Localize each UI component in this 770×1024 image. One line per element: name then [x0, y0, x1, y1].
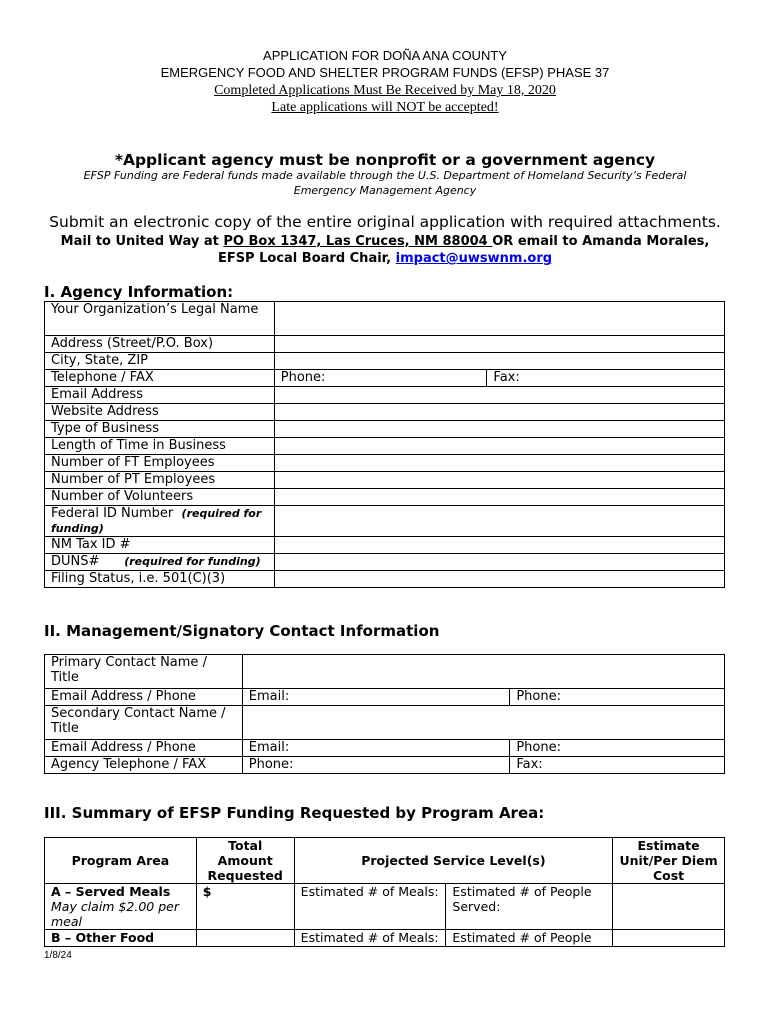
- email-field[interactable]: [274, 387, 724, 404]
- row-label: Number of FT Employees: [45, 455, 275, 472]
- city-state-zip-field[interactable]: [274, 353, 724, 370]
- federal-id-field[interactable]: [274, 506, 724, 537]
- row-label: NM Tax ID #: [45, 537, 275, 554]
- duns-field[interactable]: [274, 554, 724, 571]
- table-row: [45, 506, 725, 537]
- agency-fax-field[interactable]: Fax:: [510, 757, 725, 774]
- footer-date: 1/8/24: [44, 950, 72, 961]
- secondary-email-field[interactable]: Email:: [242, 740, 510, 757]
- fax-field[interactable]: Fax:: [487, 370, 725, 387]
- meals-field[interactable]: Estimated # of Meals:: [294, 930, 446, 947]
- row-label: [45, 506, 275, 537]
- table-row: [45, 554, 725, 571]
- table-row: [45, 404, 725, 421]
- row-label: Telephone / FAX: [45, 370, 275, 387]
- table-row: [45, 370, 725, 387]
- legal-name-field[interactable]: [274, 302, 724, 336]
- mail-prefix: Mail to United Way at: [60, 234, 224, 249]
- section-1-title: I. Agency Information:: [44, 283, 234, 301]
- funding-summary-table: [44, 837, 725, 947]
- row-label: Address (Street/P.O. Box): [45, 336, 275, 353]
- nm-tax-id-field[interactable]: [274, 537, 724, 554]
- mail-middle: OR email to Amanda Morales, EFSP Local Board Chair,: [217, 234, 710, 266]
- row-label: Email Address / Phone: [45, 740, 243, 757]
- filing-status-field[interactable]: [274, 571, 724, 588]
- time-in-business-field[interactable]: [274, 438, 724, 455]
- mail-address: PO Box 1347, Las Cruces, NM 88004: [223, 234, 493, 249]
- header-estimate-unit: Estimate Unit/Per Diem Cost: [613, 838, 725, 884]
- people-field[interactable]: Estimated # of People: [446, 930, 613, 947]
- table-row: [45, 353, 725, 370]
- section-3-title: III. Summary of EFSP Funding Requested by Program Area:: [44, 804, 545, 822]
- unit-cost-field[interactable]: [613, 884, 725, 930]
- amount-field[interactable]: $: [196, 884, 294, 930]
- deadline-line: Completed Applications Must Be Received by May 18, 2020: [214, 83, 556, 98]
- amount-field[interactable]: [196, 930, 294, 947]
- table-row: [45, 537, 725, 554]
- phone-field[interactable]: Phone:: [274, 370, 487, 387]
- program-area-name: B – Other Food: [51, 930, 155, 945]
- ft-employees-field[interactable]: [274, 455, 724, 472]
- table-row: [45, 655, 725, 689]
- table-row: [45, 689, 725, 706]
- row-label: Number of Volunteers: [45, 489, 275, 506]
- row-label: Secondary Contact Name / Title: [45, 706, 243, 740]
- row-label: Your Organization’s Legal Name: [45, 302, 275, 336]
- funding-note: EFSP Funding are Federal funds made available through the U.S. Department of Homeland Security’s Federal Emergency Management Agency: [83, 169, 687, 197]
- federal-id-label: Federal ID Number: [51, 506, 174, 521]
- submit-instruction: Submit an electronic copy of the entire original application with required attachments.: [49, 213, 721, 231]
- table-row: [45, 438, 725, 455]
- table-row: [45, 740, 725, 757]
- table-row: [45, 387, 725, 404]
- table-row: [45, 571, 725, 588]
- section-2-title: II. Management/Signatory Contact Information: [44, 622, 440, 640]
- table-row: [45, 455, 725, 472]
- required-note: (required for funding): [124, 555, 261, 568]
- row-label: Website Address: [45, 404, 275, 421]
- row-label: Number of PT Employees: [45, 472, 275, 489]
- program-area-note: May claim $2.00 per meal: [51, 899, 179, 929]
- table-row: [45, 336, 725, 353]
- late-warning-line: Late applications will NOT be accepted!: [271, 100, 499, 115]
- table-row: [45, 489, 725, 506]
- primary-phone-field[interactable]: Phone:: [510, 689, 725, 706]
- required-note: (required for funding): [51, 507, 262, 535]
- address-field[interactable]: [274, 336, 724, 353]
- header-service-level: Projected Service Level(s): [294, 838, 612, 884]
- agency-info-table: [44, 301, 725, 588]
- row-label: Email Address / Phone: [45, 689, 243, 706]
- header-title-line2: EMERGENCY FOOD AND SHELTER PROGRAM FUNDS (EFSP) PHASE 37: [160, 65, 610, 80]
- meals-field[interactable]: Estimated # of Meals:: [294, 884, 446, 930]
- secondary-contact-field[interactable]: [242, 706, 724, 740]
- table-row: [45, 421, 725, 438]
- row-label: [45, 554, 275, 571]
- agency-phone-field[interactable]: Phone:: [242, 757, 510, 774]
- program-area-cell: [45, 884, 197, 930]
- table-row: [45, 472, 725, 489]
- row-label: Email Address: [45, 387, 275, 404]
- row-label: Filing Status, i.e. 501(C)(3): [45, 571, 275, 588]
- table-row: [45, 930, 725, 947]
- program-area-name: A – Served Meals: [51, 884, 171, 899]
- table-row: [45, 884, 725, 930]
- email-link[interactable]: impact@uwswnm.org: [395, 251, 553, 266]
- eligibility-notice: *Applicant agency must be nonprofit or a government agency: [114, 151, 656, 169]
- primary-contact-field[interactable]: [242, 655, 724, 689]
- website-field[interactable]: [274, 404, 724, 421]
- row-label: Type of Business: [45, 421, 275, 438]
- secondary-phone-field[interactable]: Phone:: [510, 740, 725, 757]
- business-type-field[interactable]: [274, 421, 724, 438]
- people-field[interactable]: Estimated # of People Served:: [446, 884, 613, 930]
- duns-label: DUNS#: [51, 554, 100, 569]
- table-row: [45, 757, 725, 774]
- header-title-line1: APPLICATION FOR DOÑA ANA COUNTY: [263, 48, 507, 63]
- table-row: [45, 302, 725, 336]
- unit-cost-field[interactable]: [613, 930, 725, 947]
- mail-instruction: [60, 233, 710, 267]
- table-row: [45, 706, 725, 740]
- program-area-cell: [45, 930, 197, 947]
- volunteers-field[interactable]: [274, 489, 724, 506]
- table-header-row: [45, 838, 725, 884]
- primary-email-field[interactable]: Email:: [242, 689, 510, 706]
- header-program-area: Program Area: [45, 838, 197, 884]
- header-total-amount: Total Amount Requested: [196, 838, 294, 884]
- contact-info-table: [44, 654, 725, 774]
- row-label: Length of Time in Business: [45, 438, 275, 455]
- pt-employees-field[interactable]: [274, 472, 724, 489]
- row-label: Primary Contact Name / Title: [45, 655, 243, 689]
- row-label: Agency Telephone / FAX: [45, 757, 243, 774]
- row-label: City, State, ZIP: [45, 353, 275, 370]
